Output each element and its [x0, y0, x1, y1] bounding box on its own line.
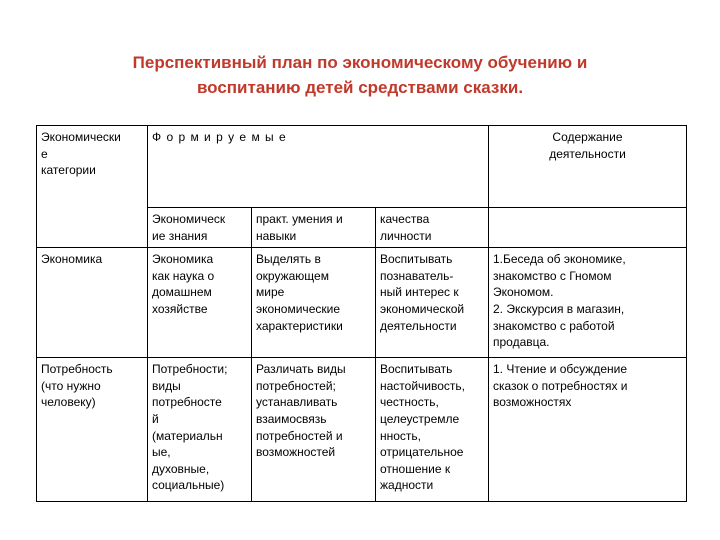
header-categories: Экономически е категории	[37, 126, 148, 248]
header-row	[37, 126, 687, 208]
row-qualities: Воспитывать настойчивость, честность, целеустремле нность, отрицательное отношение к жадности	[376, 358, 489, 502]
header-skills: практ. умения и навыки	[252, 208, 376, 248]
row-skills: Различать виды потребностей; устанавливать взаимосвязь потребностей и возможностей	[252, 358, 376, 502]
title-line-1: Перспективный план по экономическому обучению и	[132, 53, 588, 72]
header-qualities: качества личности	[376, 208, 489, 248]
header-content: Содержание деятельности	[489, 126, 687, 208]
row-qualities: Воспитывать познаватель- ный интерес к экономической деятельности	[376, 248, 489, 358]
table-row	[37, 248, 687, 358]
header-empty-cell	[489, 208, 687, 248]
row-category: Потребность (что нужно человеку)	[37, 358, 148, 502]
header-knowledge: Экономическ ие знания	[148, 208, 252, 248]
row-content: 1.Беседа об экономике, знакомство с Гномом Экономом. 2. Экскурсия в магазин, знакомство с работой продавца.	[489, 248, 687, 358]
header-formed: Ф о р м и р у е м ы е	[148, 126, 489, 208]
table-row	[37, 358, 687, 502]
plan-table	[36, 125, 687, 502]
row-knowledge: Экономика как наука о домашнем хозяйстве	[148, 248, 252, 358]
row-knowledge: Потребности; виды потребносте й (материальн ые, духовные, социальные)	[148, 358, 252, 502]
row-content: 1. Чтение и обсуждение сказок о потребностях и возможностях	[489, 358, 687, 502]
row-category: Экономика	[37, 248, 148, 358]
page-title	[0, 50, 720, 100]
row-skills: Выделять в окружающем мире экономические характеристики	[252, 248, 376, 358]
title-line-2: воспитанию детей средствами сказки.	[196, 78, 524, 97]
